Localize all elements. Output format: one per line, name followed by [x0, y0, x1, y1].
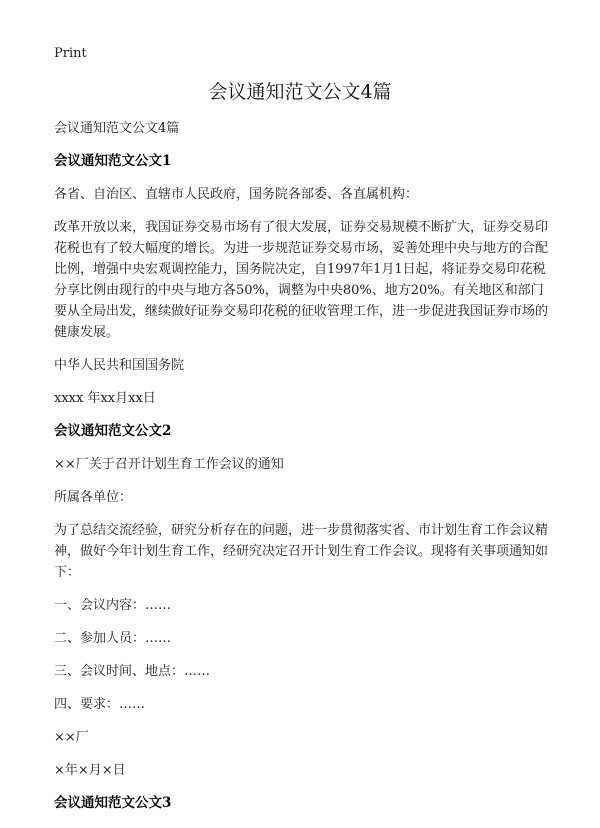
section2-paragraph: 为了总结交流经验，研究分析存在的问题，进一步贯彻落实省、市计划生育工作会议精神，做好今年计划生育工作，经研究决定召开计划生育工作会议。现将有关事项通知如下：: [54, 523, 549, 580]
section2-date: ×年×月×日: [54, 763, 126, 778]
section-heading-3: 会议通知范文公文3: [54, 795, 172, 811]
section2-item-3: 三、会议时间、地点：……: [54, 664, 211, 679]
section-heading-2: 会议通知范文公文2: [54, 423, 172, 439]
document-content: [54, 118, 550, 814]
section2-item-1: 一、会议内容：……: [54, 598, 172, 613]
section1-signer: 中华人民共和国国务院: [54, 358, 185, 373]
print-label: Print: [54, 46, 87, 61]
page-title: 会议通知范文公文4篇: [208, 81, 392, 103]
section2-item-2: 二、参加人员：……: [54, 631, 172, 646]
section1-paragraph: 改革开放以来，我国证券交易市场有了很大发展，证券交易规模不断扩大，证券交易印花税也有了较大幅度的增长。为进一步规范证券交易市场，妥善处理中央与地方的合配比例，增强中央宏观调控能力，国务院决定，自1997年1月1日起，将证券交易印花税分享比例由现行的中央与地方各50%，调整为中央80%、地方20%。有关地区和部门要从全局出发，继续做好证券交易印花税的征收管理工作，进一步促进我国证券市场的健康发展。: [54, 220, 549, 340]
section2-subject: ××厂关于召开计划生育工作会议的通知: [54, 457, 284, 472]
section1-date: xxxx 年xx月xx日: [54, 391, 156, 406]
section1-salutation: 各省、自治区、直辖市人民政府，国务院各部委、各直属机构：: [54, 187, 419, 202]
section2-item-4: 四、要求：……: [54, 697, 146, 712]
section2-salutation: 所属各单位：: [54, 490, 133, 505]
intro-line: 会议通知范文公文4篇: [54, 121, 180, 136]
section2-signer: ××厂: [54, 730, 89, 745]
section-heading-1: 会议通知范文公文1: [54, 153, 172, 169]
